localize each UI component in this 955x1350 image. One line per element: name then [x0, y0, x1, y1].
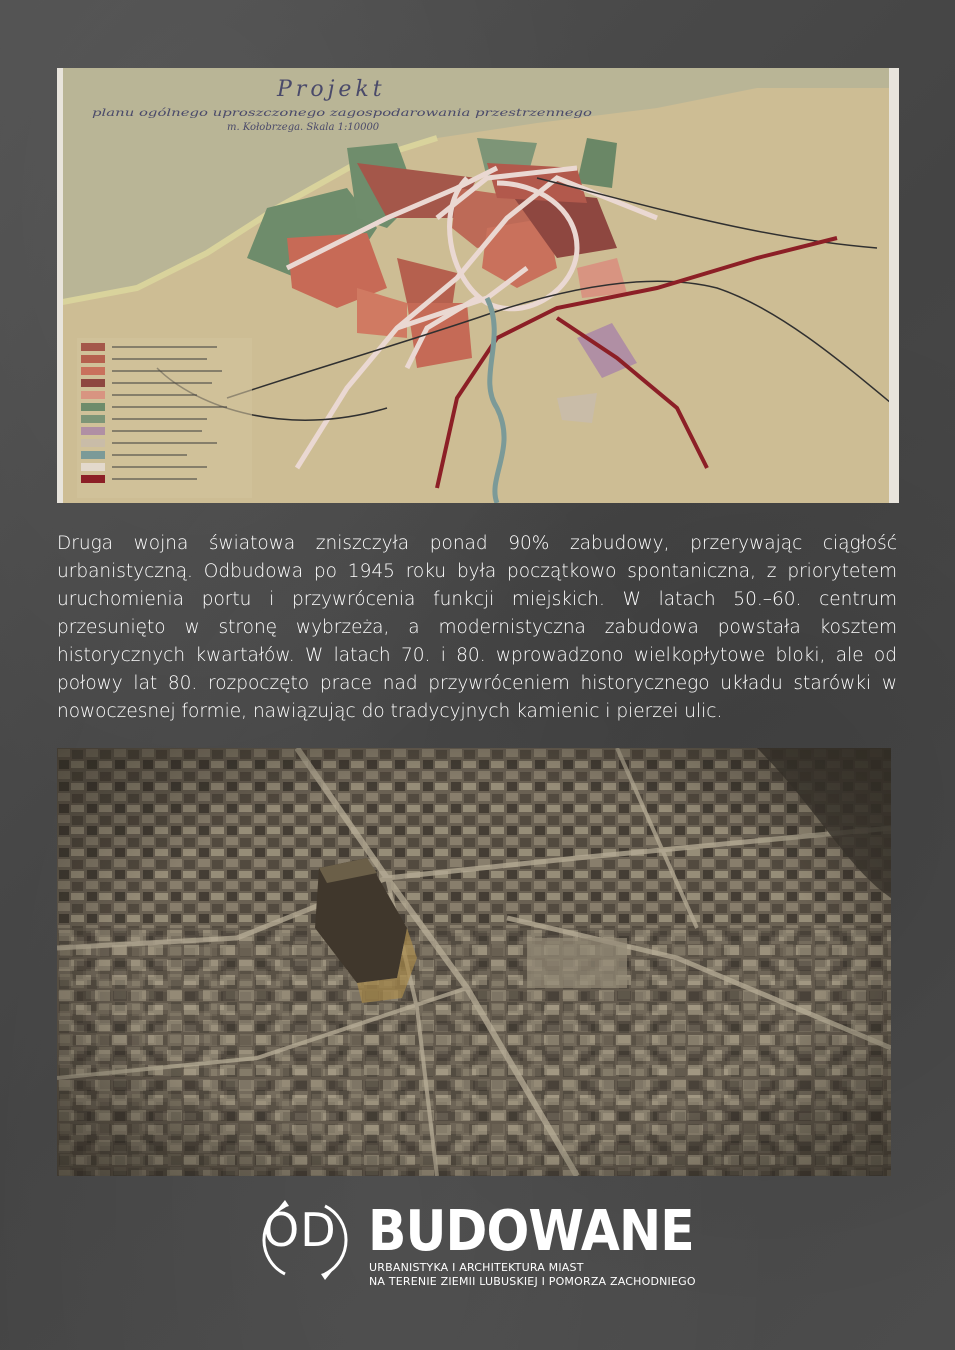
- aerial-photo-drawing: [57, 748, 891, 1176]
- map-subtitle-2: m. Kołobrzega. Skala 1:10000: [227, 122, 380, 133]
- map-legend: [77, 338, 252, 498]
- logo-wordmark: BUDOWANE: [368, 1199, 694, 1264]
- logo-tagline-1: URBANISTYKA I ARCHITEKTURA MIAST: [369, 1261, 584, 1274]
- logo-od-mark: OD: [263, 1203, 337, 1257]
- map-subtitle: planu ogólnego uproszczonego zagospodarowania przestrzennego: [92, 108, 592, 119]
- aerial-photo-image: [57, 748, 891, 1176]
- map-title: Projekt: [277, 77, 386, 102]
- map-drawing: [57, 68, 899, 503]
- logo-tagline-2: NA TERENIE ZIEMII LUBUSKIEJ I POMORZA ZACHODNIEGO: [369, 1275, 696, 1288]
- brand-logo: [245, 1195, 705, 1290]
- historical-map-image: [57, 68, 899, 503]
- body-paragraph: Druga wojna światowa zniszczyła ponad 90% zabudowy, przerywając ciągłość urbanistyczną. Odbudowa po 1945 roku była początkowo spontaniczna, z priorytetem uruchomienia portu i przywrócenia funkcji miejskich. W latach 50.–60. centrum przesunięto w stronę wybrzeża, a modernistyczna zabudowa powstała kosztem historycznych kwartałów. W latach 70. i 80. wprowadzono wielkopłytowe bloki, ale od połowy lat 80. rozpoczęto prace nad przywróceniem historycznego układu starówki w nowoczesnej formie, nawiązując do tradycyjnych kamienic i pierzei ulic.: [57, 533, 897, 722]
